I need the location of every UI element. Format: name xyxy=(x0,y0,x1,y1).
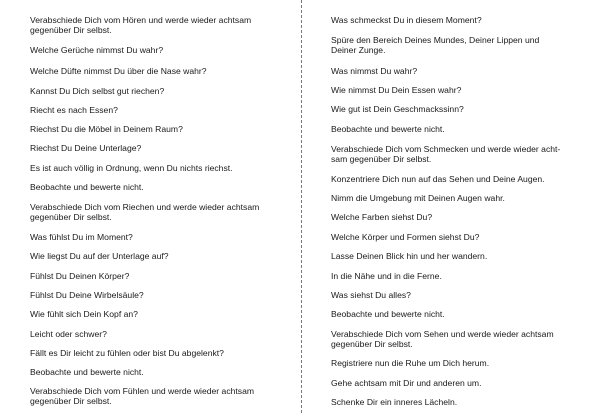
left-line-14: Fühlst Du Deine Wirbelsäule? xyxy=(30,290,144,300)
left-line-9: Beobachte und bewerte nicht. xyxy=(30,182,144,192)
left-line-2: Welche Gerüche nimmst Du wahr? xyxy=(30,45,164,55)
left-line-10: Verabschiede Dich vom Riechen und werde wieder achtsam gegenüber Dir selbst. xyxy=(30,202,260,223)
right-line-15: Beobachte und bewerte nicht. xyxy=(331,309,445,319)
right-column xyxy=(331,0,563,413)
right-line-19: Schenke Dir ein inneres Lächeln. xyxy=(331,397,458,407)
right-line-18: Gehe achtsam mit Dir und anderen um. xyxy=(331,378,482,388)
dashed-divider xyxy=(301,0,302,413)
left-line-5: Riecht es nach Essen? xyxy=(30,105,118,115)
left-line-15: Wie fühlt sich Dein Kopf an? xyxy=(30,309,138,319)
right-line-1: Was schmeckst Du in diesem Moment? xyxy=(331,15,482,25)
left-line-17: Fällt es Dir leicht zu fühlen oder bist Du abgelenkt? xyxy=(30,348,224,358)
right-line-10: Welche Farben siehst Du? xyxy=(331,212,433,222)
right-line-9: Nimm die Umgebung mit Deinen Augen wahr. xyxy=(331,193,505,203)
left-line-7: Riechst Du Deine Unterlage? xyxy=(30,143,142,153)
right-line-16: Verabschiede Dich vom Sehen und werde wieder achtsam gegenüber Dir selbst. xyxy=(331,329,554,350)
right-line-2: Spüre den Bereich Deines Mundes, Deiner Lippen und Deiner Zunge. xyxy=(331,35,540,56)
left-line-18: Beobachte und bewerte nicht. xyxy=(30,367,144,377)
left-line-13: Fühlst Du Deinen Körper? xyxy=(30,271,130,281)
left-line-19: Verabschiede Dich vom Fühlen und werde wieder achtsam gegenüber Dir selbst. xyxy=(30,386,255,407)
left-line-4: Kannst Du Dich selbst gut riechen? xyxy=(30,86,165,96)
right-line-11: Welche Körper und Formen siehst Du? xyxy=(331,232,480,242)
right-line-5: Wie gut ist Dein Geschmackssinn? xyxy=(331,104,464,114)
right-line-14: Was siehst Du alles? xyxy=(331,290,411,300)
left-line-1: Verabschiede Dich vom Hören und werde wieder achtsam gegenüber Dir selbst. xyxy=(30,15,252,36)
right-line-17: Registriere nun die Ruhe um Dich herum. xyxy=(331,358,490,368)
right-line-12: Lasse Deinen Blick hin und her wandern. xyxy=(331,251,488,261)
right-line-7: Verabschiede Dich vom Schmecken und werde wieder acht-sam gegenüber Dir selbst. xyxy=(331,144,561,165)
left-line-6: Riechst Du die Möbel in Deinem Raum? xyxy=(30,124,183,134)
right-line-8: Konzentriere Dich nun auf das Sehen und Deine Augen. xyxy=(331,174,545,184)
left-line-3: Welche Düfte nimmst Du über die Nase wahr? xyxy=(30,66,207,76)
right-line-3: Was nimmst Du wahr? xyxy=(331,66,418,76)
right-line-4: Wie nimmst Du Dein Essen wahr? xyxy=(331,85,462,95)
left-line-12: Wie liegst Du auf der Unterlage auf? xyxy=(30,251,169,261)
left-line-8: Es ist auch völlig in Ordnung, wenn Du nichts riechst. xyxy=(30,163,233,173)
right-line-6: Beobachte und bewerte nicht. xyxy=(331,124,445,134)
left-line-16: Leicht oder schwer? xyxy=(30,329,107,339)
left-column xyxy=(30,0,280,413)
left-line-11: Was fühlst Du im Moment? xyxy=(30,232,133,242)
right-line-13: In die Nähe und in die Ferne. xyxy=(331,271,442,281)
